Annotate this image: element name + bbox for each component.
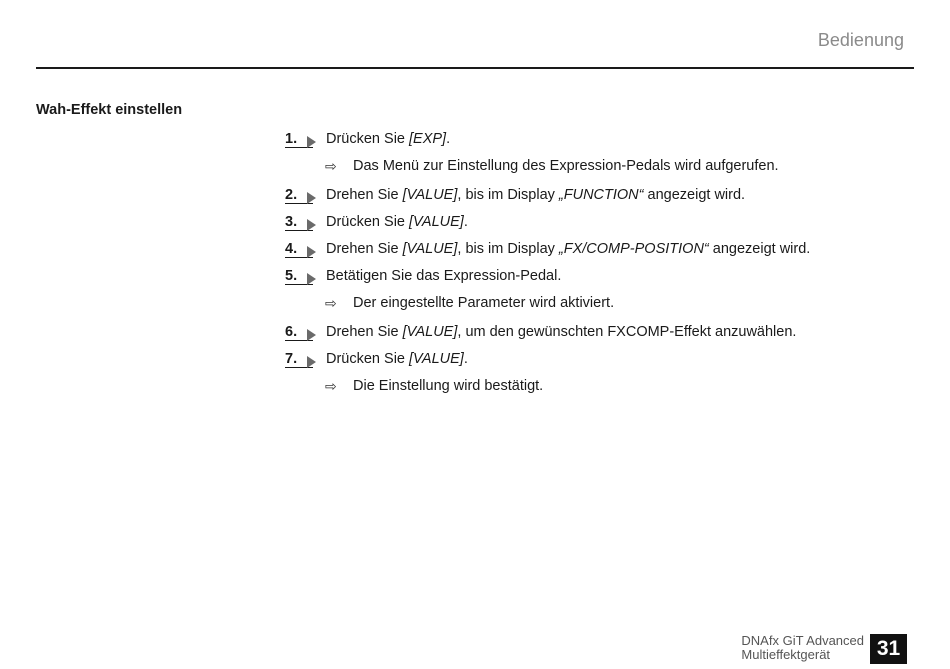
instruction-list [285, 128, 905, 404]
text-fragment: Der eingestellte Parameter wird aktiviert. [353, 295, 615, 311]
triangle-right-icon [307, 192, 316, 204]
step-item [285, 265, 905, 292]
control-reference: [VALUE] [402, 241, 458, 257]
result-item [285, 155, 905, 184]
footer-product-line2: Multieffektgerät [741, 647, 831, 662]
result-text [353, 156, 779, 176]
result-text [353, 293, 614, 313]
text-fragment: angezeigt wird. [643, 187, 746, 203]
step-number: 2. [285, 187, 298, 203]
text-fragment: Das Menü zur Einstellung des Expression-Pedals wird aufgerufen. [353, 158, 779, 174]
step-item [285, 238, 905, 265]
footer-product-line1: DNAfx GiT Advanced [741, 633, 864, 648]
step-number: 4. [285, 241, 298, 257]
text-fragment: Drehen Sie [326, 324, 403, 340]
step-number: 1. [285, 131, 298, 147]
header-divider [36, 67, 914, 69]
text-fragment: Betätigen Sie das Expression-Pedal. [326, 268, 562, 284]
control-reference: „FX/COMP-POSITION“ [558, 241, 709, 257]
control-reference: „FUNCTION“ [558, 187, 644, 203]
section-heading: Wah-Effekt einstellen [36, 102, 183, 118]
text-fragment: . [446, 131, 451, 147]
text-fragment: Drücken Sie [326, 214, 410, 230]
text-fragment: , um den gewünschten FXCOMP-Effekt anzuwählen. [457, 324, 797, 340]
step-text [326, 266, 561, 286]
text-fragment: . [463, 351, 468, 367]
step-item [285, 348, 905, 375]
text-fragment: Die Einstellung wird bestätigt. [353, 378, 544, 394]
text-fragment: , bis im Display [457, 241, 559, 257]
footer-product [741, 634, 864, 662]
page-number: 31 [870, 634, 907, 664]
control-reference: [EXP] [409, 131, 447, 147]
text-fragment: Drücken Sie [326, 351, 410, 367]
arrow-right-outline-icon: ⇨ [325, 158, 337, 174]
step-text [326, 185, 745, 205]
step-item [285, 128, 905, 155]
step-number: 5. [285, 268, 298, 284]
text-fragment: . [463, 214, 468, 230]
text-fragment: Drehen Sie [326, 187, 403, 203]
step-item [285, 321, 905, 348]
arrow-right-outline-icon: ⇨ [325, 295, 337, 311]
text-fragment: angezeigt wird. [708, 241, 811, 257]
step-number: 7. [285, 351, 298, 367]
triangle-right-icon [307, 219, 316, 231]
triangle-right-icon [307, 136, 316, 148]
result-item [285, 292, 905, 321]
step-text [326, 129, 450, 149]
step-text [326, 349, 468, 369]
header-section-title: Bedienung [817, 30, 904, 50]
triangle-right-icon [307, 356, 316, 368]
text-fragment: Drehen Sie [326, 241, 403, 257]
result-text [353, 376, 543, 396]
text-fragment: Drücken Sie [326, 131, 410, 147]
step-text [326, 212, 468, 232]
result-item [285, 375, 905, 404]
step-item [285, 211, 905, 238]
triangle-right-icon [307, 246, 316, 258]
step-text [326, 322, 796, 342]
triangle-right-icon [307, 329, 316, 341]
control-reference: [VALUE] [409, 351, 464, 367]
control-reference: [VALUE] [402, 187, 458, 203]
control-reference: [VALUE] [409, 214, 464, 230]
control-reference: [VALUE] [402, 324, 458, 340]
step-number: 3. [285, 214, 298, 230]
arrow-right-outline-icon: ⇨ [325, 378, 337, 394]
text-fragment: , bis im Display [457, 187, 559, 203]
step-text [326, 239, 810, 259]
triangle-right-icon [307, 273, 316, 285]
step-item [285, 184, 905, 211]
step-number: 6. [285, 324, 298, 340]
